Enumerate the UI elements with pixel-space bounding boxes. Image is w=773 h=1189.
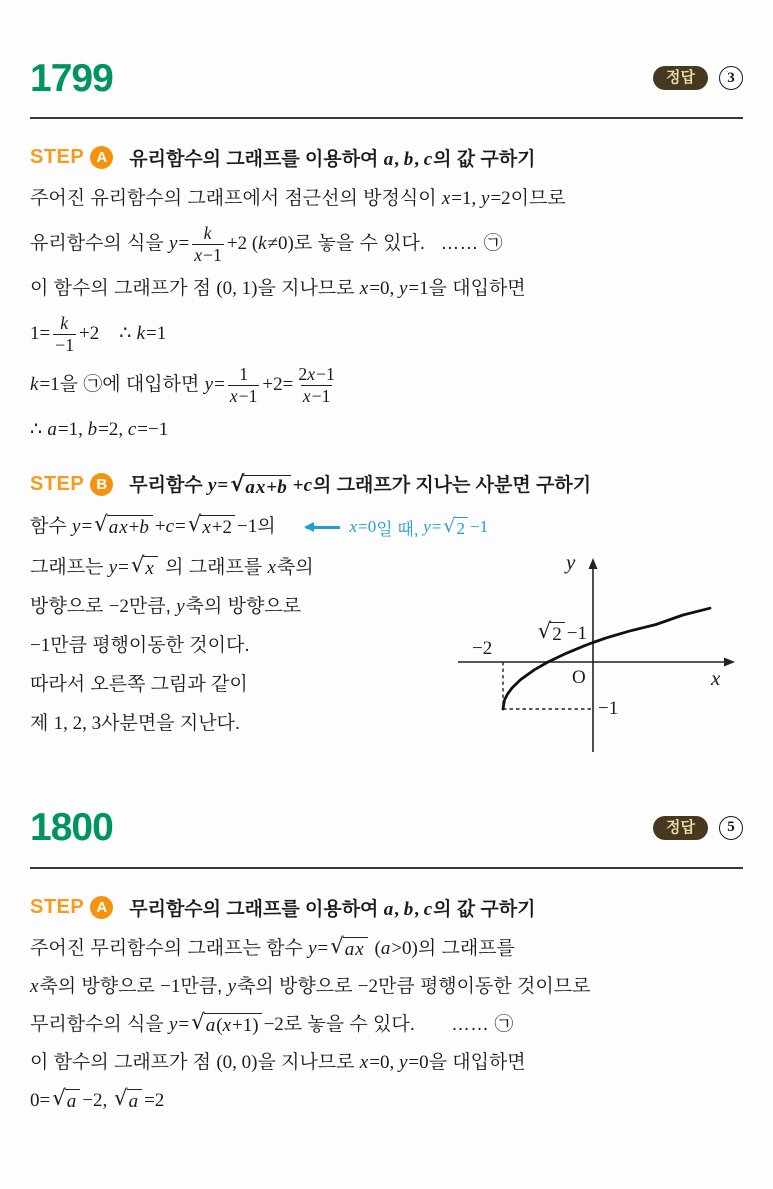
- step-title: [129, 470, 591, 499]
- solution-line: [30, 632, 443, 661]
- math-run: 2: [456, 518, 465, 538]
- math-run: x−1: [229, 386, 258, 407]
- math-run: y=: [72, 516, 93, 538]
- sqrt-radical: [187, 512, 235, 539]
- math-run: k=1: [30, 374, 60, 396]
- math-run: −1: [469, 517, 489, 537]
- math-run: a, b, c: [383, 149, 433, 170]
- math-run: a: [128, 1091, 139, 1113]
- fraction: [192, 223, 224, 266]
- fraction: [53, 313, 76, 356]
- math-run: y=: [169, 1014, 190, 1036]
- radical-sign-icon: √: [537, 618, 552, 644]
- math-run: y=: [108, 557, 129, 579]
- step-b-heading: [30, 470, 743, 499]
- step-word: STEP: [30, 895, 85, 918]
- text-run: 의 값 구하기: [433, 149, 536, 170]
- divider: [30, 867, 743, 869]
- step-word: STEP: [30, 472, 85, 495]
- math-run: ax+b: [108, 517, 149, 539]
- left-arrow-icon: [306, 526, 340, 528]
- text-run: 유리함수의 식을: [30, 233, 170, 255]
- math-run: (a>0): [374, 938, 418, 960]
- radical-sign-icon: √: [52, 1086, 66, 1112]
- text-run: 만큼 평행이동한 것이므로: [377, 976, 591, 998]
- math-run: y: [176, 596, 185, 618]
- solution-line: [30, 593, 443, 622]
- text-run: 의 그래프가 지나는 사분면 구하기: [313, 475, 592, 497]
- radical-sign-icon: √: [230, 472, 245, 498]
- problem-header: [30, 804, 743, 852]
- math-run: −1: [30, 635, 51, 657]
- radical-sign-icon: √: [130, 553, 145, 579]
- solution-line: [30, 671, 443, 700]
- solution-line: [30, 973, 743, 1002]
- math-run: k: [203, 223, 212, 243]
- step-a-solution: [30, 935, 743, 1116]
- text-run: 방향으로: [30, 596, 109, 618]
- sqrt-radical: [94, 512, 153, 539]
- radical-sign-icon: √: [187, 512, 202, 538]
- text-run: ∴: [119, 322, 137, 344]
- solution-line: [30, 935, 743, 964]
- radical-sign-icon: √: [191, 1010, 205, 1036]
- text-run: 의: [257, 516, 276, 538]
- step-a-badge-icon: A: [90, 146, 113, 169]
- sqrt-radical: [130, 553, 158, 580]
- text-run: 을 ㉠에 대입하면: [59, 374, 205, 396]
- math-run: 1, 2, 3: [53, 713, 102, 735]
- text-run: 무리함수: [129, 475, 208, 497]
- text-run: 사분면을 지난다.: [101, 713, 241, 735]
- answer-area: [653, 66, 743, 90]
- math-run: x: [145, 558, 154, 580]
- fraction: [296, 364, 336, 407]
- math-run: y=: [204, 374, 225, 396]
- problem-1800: [30, 804, 743, 1116]
- answer-badge: 정답: [653, 816, 708, 840]
- side-note: [304, 515, 489, 540]
- math-run: ax: [344, 939, 364, 961]
- text-run: 유리함수의 그래프를 이용하여: [129, 149, 384, 170]
- math-run: x: [30, 976, 39, 998]
- text-run: 이므로: [510, 188, 566, 210]
- math-run: 1: [239, 364, 249, 385]
- math-run: =2: [144, 1090, 165, 1112]
- text-run: 따라서 오른쪽 그림과 같이: [30, 674, 248, 696]
- text-run: 이 함수의 그래프가 점: [30, 277, 217, 299]
- radical-sign-icon: √: [114, 1086, 128, 1112]
- origin-label: O: [572, 666, 586, 688]
- text-run: 을 지나므로: [257, 277, 360, 299]
- solution-line: [30, 275, 743, 304]
- math-run: x: [267, 557, 276, 579]
- math-run: 0=: [30, 1090, 51, 1112]
- text-run: 축의: [276, 557, 314, 579]
- x-axis-label: x: [711, 665, 721, 690]
- math-run: +2 (k≠0): [226, 233, 294, 255]
- math-run: a(x+1): [205, 1015, 259, 1037]
- text-run: 로 놓을 수 있다.: [293, 233, 431, 255]
- text-run: 의 그래프를: [417, 938, 515, 960]
- math-run: −1: [55, 334, 75, 355]
- step-b-badge-icon: B: [90, 473, 113, 496]
- radical-sign-icon: √: [443, 514, 456, 537]
- solution-line: [30, 364, 743, 407]
- answer-choice-circled: 3: [719, 66, 743, 90]
- math-run: +c: [292, 475, 312, 497]
- math-run: −1: [160, 976, 181, 998]
- step-b-intro-row: [30, 513, 743, 542]
- problem-number: 1800: [30, 806, 113, 850]
- math-run: x=0, y=1: [359, 277, 429, 299]
- text-run: 이 함수의 그래프가 점: [30, 1052, 217, 1074]
- solution-line: [30, 185, 743, 214]
- problem-number: 1799: [30, 56, 113, 100]
- text-run: 무리함수의 그래프를 이용하여: [129, 898, 384, 920]
- text-run: 의 값 구하기: [433, 898, 536, 920]
- math-run: y=: [308, 938, 329, 960]
- math-run: −1: [566, 623, 587, 645]
- solution-line: [30, 513, 276, 542]
- sqrt-radical: [52, 1086, 80, 1113]
- text-run: 만큼 평행이동한 것이다.: [50, 635, 250, 657]
- text-run: 주어진 유리함수의 그래프에서 점근선의 방정식이: [30, 188, 442, 210]
- sqrt-radical: [230, 472, 291, 499]
- step-a-heading: [30, 144, 743, 171]
- text-run: 의 그래프를: [159, 557, 268, 579]
- radical-sign-icon: √: [330, 934, 344, 960]
- problem-1799: [30, 54, 743, 758]
- math-run: −2: [263, 1014, 284, 1036]
- math-run: k=1: [136, 322, 167, 344]
- text-run: 축의 방향으로: [185, 596, 302, 618]
- radical-sign-icon: √: [94, 512, 108, 538]
- text-run: 축의 방향으로: [39, 976, 161, 998]
- math-run: (0, 0): [216, 1052, 258, 1074]
- math-run: a=1, b=2, c=−1: [47, 419, 169, 441]
- text-run: 을 지나므로: [257, 1052, 360, 1074]
- math-run: y=: [423, 517, 442, 537]
- text-run: 그래프는: [30, 557, 109, 579]
- y-axis-label: y: [566, 549, 576, 574]
- text-run: …… ㉠: [451, 1014, 514, 1036]
- text-run: 만큼,: [128, 596, 177, 618]
- math-run: 2: [552, 623, 562, 645]
- math-run: a: [66, 1091, 77, 1113]
- math-run: k: [60, 312, 69, 333]
- text-run: ∴: [30, 419, 48, 441]
- math-run: x=1, y=2: [441, 188, 511, 210]
- step-b-solution: [30, 554, 443, 758]
- math-run: +c=: [154, 516, 186, 538]
- sqrt-radical: [114, 1086, 142, 1113]
- step-title: [129, 144, 535, 171]
- math-run: −2: [108, 596, 129, 618]
- answer-choice-circled: 5: [719, 816, 743, 840]
- math-run: x=0, y=0: [359, 1052, 429, 1074]
- solution-line: [30, 1011, 743, 1040]
- math-run: a, b, c: [383, 898, 433, 920]
- text-run: 일 때,: [376, 519, 424, 539]
- math-run: +2=: [262, 374, 294, 396]
- math-run: y=: [207, 475, 229, 497]
- solution-line: [30, 1087, 743, 1116]
- text-run: 로 놓을 수 있다.: [283, 1014, 416, 1036]
- step-word: STEP: [30, 146, 85, 168]
- text-run: 축의 방향으로: [237, 976, 358, 998]
- graph-figure: [443, 550, 743, 758]
- text-run: 제: [30, 713, 54, 735]
- step-b-body: [30, 546, 743, 758]
- sqrt-radical: [330, 934, 368, 961]
- problem-header: [30, 54, 743, 102]
- y-intercept-label: [501, 618, 587, 646]
- sqrt-radical: [443, 514, 468, 539]
- text-run: …… ㉠: [440, 233, 503, 255]
- math-run: −1: [236, 516, 258, 538]
- text-run: 함수: [30, 516, 72, 538]
- math-run: x=0: [349, 517, 377, 537]
- math-run: (0, 1): [216, 277, 258, 299]
- min-y-label: −1: [598, 697, 619, 719]
- text-run: 만큼,: [180, 976, 228, 998]
- divider: [30, 117, 743, 119]
- text-run: 을 대입하면: [428, 277, 526, 299]
- math-run: 1=: [30, 322, 51, 344]
- text-run: 주어진 무리함수의 그래프는 함수: [30, 938, 309, 960]
- sqrt-radical: [191, 1010, 261, 1037]
- text-run: 무리함수의 식을: [30, 1014, 170, 1036]
- solution-line: [30, 313, 743, 356]
- step-a-solution: [30, 185, 743, 445]
- fraction: [228, 364, 260, 407]
- math-run: −2: [357, 976, 378, 998]
- solution-line: [30, 554, 443, 583]
- math-run: +2: [79, 322, 100, 344]
- answer-badge: 정답: [653, 66, 708, 90]
- solution-line: [30, 223, 743, 266]
- math-run: −2,: [82, 1090, 108, 1112]
- math-run: x+2: [202, 517, 232, 539]
- math-run: ax+b: [245, 477, 287, 499]
- math-run: y: [227, 976, 237, 998]
- x-start-label: −2: [472, 637, 493, 659]
- step-title: [129, 894, 535, 921]
- solution-line: [30, 710, 443, 739]
- step-a-badge-icon: A: [90, 896, 113, 919]
- step-a-heading: [30, 894, 743, 921]
- math-run: x−1: [194, 244, 222, 265]
- answer-area: [653, 816, 743, 840]
- text-run: 을 대입하면: [428, 1052, 526, 1074]
- solution-line: [30, 1049, 743, 1078]
- solution-line: [30, 416, 743, 445]
- math-run: x−1: [302, 386, 331, 407]
- sqrt-radical: [537, 618, 565, 646]
- math-run: y=: [169, 233, 190, 255]
- math-run: 2x−1: [298, 364, 335, 385]
